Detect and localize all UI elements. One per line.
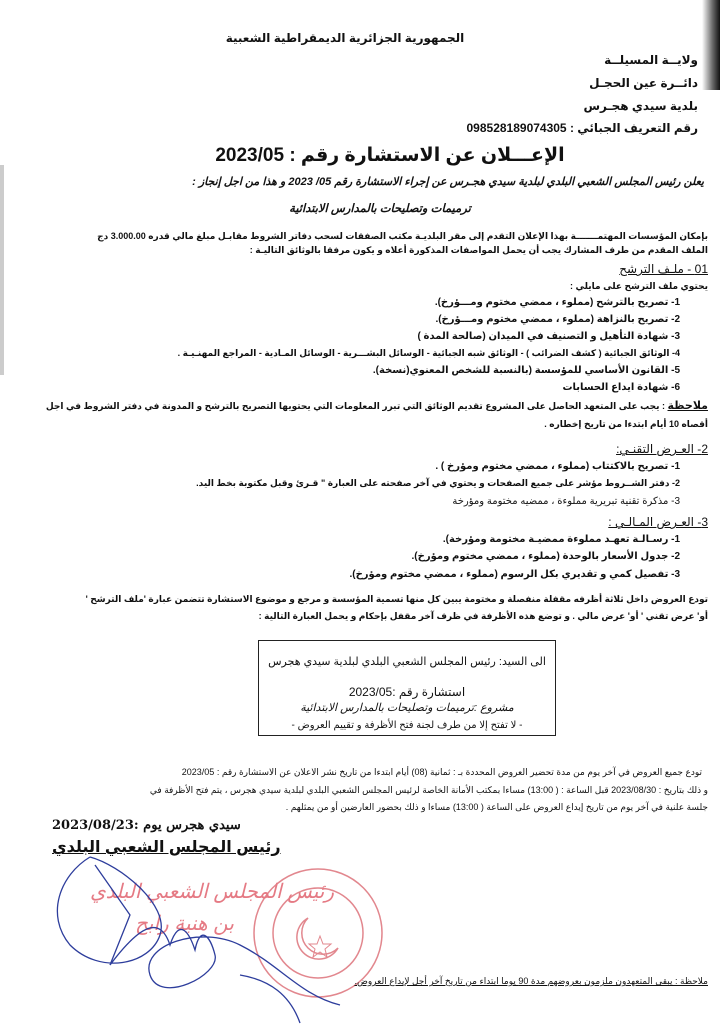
project-title: ترميمات وتصليحات بالمدارس الابتدائية [289,203,471,215]
paragraph2-line: أو' عرض تقني ' أو' عرض مالي . و توضع هذه الأظرفة في ظرف آخر مقفل بإحكام و يحمل العبارة التالية : [258,611,708,621]
envelope-warning: - لا تفتح إلا من طرف لجنة فتح الأظرفة و تقييم العروض - [291,720,523,731]
signatory-title: رئيس المجلس الشعبي البلدي [52,839,281,856]
list-item: 3- مذكرة تقنية تبريرية مملوءة ، ممضيه مختومة ومؤرخة [452,496,680,507]
section1-intro: يحتوي ملف الترشح على مايلي : [569,281,708,291]
paragraph3-line: تودع جميع العروض في آخر يوم من مدة تحضير العروض المحددة بـ : ثمانية (08) أيام ابتدءا من تاريخ نشر الاعلان عن الاستشارة رقم : 2023/05 [181,767,702,777]
tax-id: رقم التعريف الجبائي : 098528189074305 [466,121,698,135]
daira: دائــرة عين الحجـل [589,76,698,90]
section3-heading: 3- العـرض المـالـي : [608,515,708,529]
republic-header: الجمهورية الجزائرية الديمقراطية الشعبية [225,31,465,45]
section1-note-line2: أقصاه 10 أيام ابتدءا من تاريخ إخطاره . [544,419,708,429]
paragraph1-line: بإمكان المؤسسات المهتمـــــــة بهذا الإعلان التقدم إلى مقر البلديـة مكتب الصفقات لسحب دفاتر الشروط مقابـل مبلغ مالي قدره 3.000.00 دج [97,231,708,241]
commune: بلدية سيدي هجـرس [583,99,698,113]
scan-edge-shadow [702,0,720,90]
paragraph2-line: تودع العروض داخل ثلاثة أظرفه مقفلة منفصلة و مختومة يبين كل منها تسمية المؤسسة و مرجع و موضوع الاستشارة تتضمن عبارة 'ملف الترشح ' [85,594,708,604]
note-label: ملاحظة [667,400,708,412]
signature-icon [40,855,360,1024]
list-item: 2- جدول الأسعار بالوحدة (مملوء ، ممضي مختوم ومؤرخ). [411,551,680,562]
list-item: 2- تصريح بالنزاهة (مملوء ، ممضي مختوم ومـــؤرخ). [435,314,680,325]
envelope-to: الى السيد: رئيس المجلس الشعبي البلدي لبلدية سيدي هجرس [268,656,546,668]
stamp-name: بن هنية رابح [135,913,234,935]
note-text: : يجب على المتعهد الحاصل على المشروع تقديم الوثائق التي تبرر المعلومات التي يحتويها التصريح بالترشح و المدونة في دفتر الشروط في اجل [45,401,668,411]
envelope-label-box [258,640,556,736]
list-item: 2- دفتر الشــروط مؤشر على جميع الصفحات و يحتوي في آخر صفحته على العبارة " قـرئ وقبل مكتوبة بخط اليد. [196,478,680,488]
envelope-project: مشروع :ترميمات وتصليحات بالمدارس الابتدائية [300,702,514,714]
section2-heading: 2- العـرض التقنـي: [616,442,708,456]
list-item: 1- تصريح بالترشح (مملوء ، ممضي مختوم ومـــؤرخ). [434,297,680,308]
stamp-title: رئيس المجلس الشعبي البلدي [90,881,334,903]
page-title: الإعـــلان عن الاستشارة رقم : 2023/05 [215,145,565,166]
section1-note [46,400,708,413]
list-item: 6- شهادة ايداع الحسابات [562,382,680,393]
section1-heading: 01 - ملـف الترشح [619,262,708,276]
list-item: 5- القانون الأساسي للمؤسسة (بالنسبة للشخص المعنوي(نسخة). [372,365,680,376]
list-item: 4- الوثائق الجبائية ( كشف الضرائب ) - الوثائق شبه الجبائية - الوسائل البشـــرية - الوسائل المـادية - المراجع المهنـيـة . [177,348,680,358]
list-item: 3- شهادة التأهيل و التصنيف في الميدان (صالحة المدة ) [417,331,680,342]
list-item: 3- تفصيل كمي و تقديري بكل الرسوم (مملوء ، ممضي مختوم ومؤرخ). [349,569,680,580]
wilaya: ولايــة المسيلــة [604,53,698,67]
intro: يعلن رئيس المجلس الشعبي البلدي لبلدية سيدي هجـرس عن إجراء الاستشارة رقم 05/ 2023 و هذا من اجل إنجاز : [192,176,704,188]
paragraph1-line: الملف المقدم من طرف المشارك يجب أن يحمل المواصفات المذكورة أعلاه و يكون مرفقا بالوثائق التاليـة : [249,245,708,255]
signoff-date: سيدي هجرس يوم :2023/08/23 [52,818,241,833]
list-item: 1- رسـالـة تعهـد مملوءة ممضيـة مختومة ومؤرخة). [442,534,680,545]
paragraph3-line: و ذلك بتاريخ : 2023/08/30 قبل الساعة : ( 13:00) مساءا بمكتب الأمانة الخاصة لرئيس المجلس الشعبي البلدي لبلدية سيدي هجرس ، يتم فتح الأظرفة في [149,785,708,795]
scan-edge-left [0,165,4,375]
list-item: 1- تصريح بالاكتتاب (مملوء ، ممضي مختوم ومؤرخ ) . [435,461,680,472]
paragraph3-line: جلسة علنية في آخر يوم من تاريخ إيداع العروض على الساعة ( 13:00) مساءا و ذلك بحضور العارضين أو من يمثلهم . [285,802,708,812]
envelope-consultation: استشارة رقم :2023/05 [348,685,466,699]
final-note: ملاحظة : يبقى المتعهدون ملزمون بعروضهم مدة 90 يوما ابتداء من تاريخ آخر أجل لإيداع العروض. [354,976,708,986]
